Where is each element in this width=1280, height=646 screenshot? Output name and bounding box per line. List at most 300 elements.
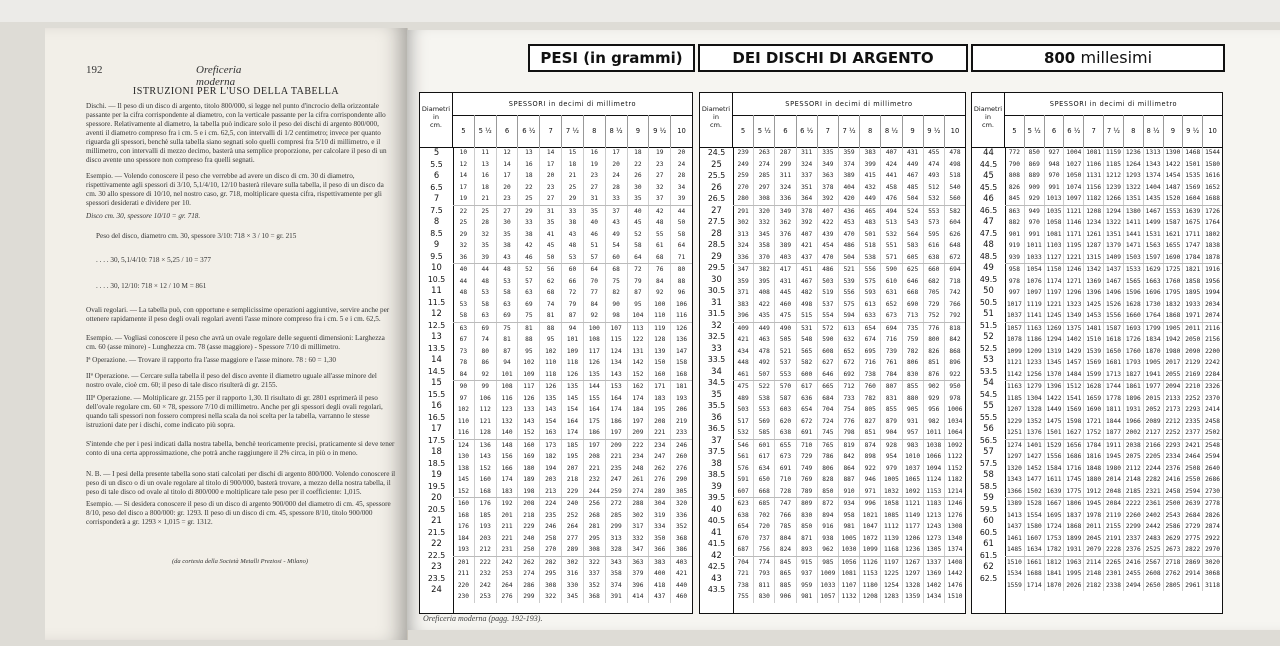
weight-cell: 2494 [1123, 580, 1143, 592]
weight-cell: 1744 [1103, 381, 1123, 393]
weight-cell: 1660 [1123, 310, 1143, 322]
weight-cell: 1034 [944, 416, 965, 428]
weight-cell: 58 [670, 229, 692, 241]
weight-cell: 876 [923, 369, 944, 381]
weight-cell: 64 [627, 252, 649, 264]
weight-cell: 959 [796, 580, 817, 592]
diameter-cell: 10.5 [427, 274, 446, 284]
weight-cell: 1185 [1006, 394, 1022, 402]
weight-cell: 445 [774, 287, 795, 299]
table-row [453, 346, 692, 358]
weight-cell: 718 [944, 276, 965, 288]
diameter-header-line: cm. [430, 121, 442, 129]
diameter-cell: 46.5 [979, 205, 998, 215]
table-row [453, 580, 692, 592]
weight-cell: 17 [496, 170, 518, 182]
weight-cell: 1534 [1006, 570, 1022, 577]
thickness-cell: 7 [1083, 115, 1103, 147]
weight-cell: 522 [753, 381, 774, 393]
diameter-cell: 27 [711, 204, 722, 215]
weight-cell: 2228 [1103, 544, 1123, 556]
table-row [1005, 393, 1222, 405]
weight-cell: 827 [859, 416, 880, 428]
weight-cell: 1933 [1182, 299, 1202, 311]
diameter-cell: 8.5 [430, 228, 443, 238]
weight-cell: 295 [583, 533, 605, 545]
weight-cell: 978 [1008, 277, 1020, 285]
weight-cell: 855 [902, 381, 923, 393]
diameter-cell: 50.5 [979, 297, 998, 307]
weight-cell: 1085 [880, 510, 901, 522]
weight-cell: 490 [774, 323, 795, 335]
diameter-cell: 26.5 [707, 194, 726, 203]
weight-cell: 1214 [944, 486, 965, 498]
thickness-cell: 7 ½ [561, 115, 583, 147]
paragraph-esempio-900: Esempio. — Si desidera conoscere il peso di un disco di argento 900/000 del diametro di cm. 45, spessore 8/10, peso del disco a 800/000: gr. 1293. Il peso di un disco di cm. 45, spessore 8/10, titolo 900/000 corrisponderà a gr. 1293 × 1,015 = gr. 1312. [86, 500, 391, 526]
weight-cell: 1607 [1024, 533, 1044, 545]
diameter-cell: 56 [983, 423, 994, 433]
weight-cell: 1197 [1044, 287, 1064, 299]
table-row [733, 334, 965, 346]
weight-cell: 587 [774, 393, 795, 405]
weight-cell: 359 [838, 147, 859, 159]
weight-cell: 1650 [1103, 346, 1123, 358]
table-row [1005, 299, 1222, 311]
weight-cell: 1246 [1063, 264, 1083, 276]
weight-cell: 1499 [1143, 217, 1163, 229]
table-header [700, 93, 965, 148]
weight-cell: 1345 [1044, 357, 1064, 369]
paragraph-esempio: Esempio. — Volendo conoscere il peso che verrebbe ad avere un disco di cm. 30 di diametro, rispettivamente agli spessori di 3/10, 5,1/4/10, 12/10 basterà rilevare sulla tabella, il peso di un disco da cm. 30 allo spessore di 10/10, nel nostro caso, gr. 718, moltiplicare questa cifra, rispettivamente per gli spessori desiderati e dividere per 10. [86, 172, 384, 207]
weight-cell: 186 [605, 416, 627, 428]
weight-cell: 2210 [1182, 381, 1202, 393]
weight-cell: 268 [583, 510, 605, 522]
weight-cell: 324 [737, 242, 749, 249]
weight-cell: 374 [605, 580, 627, 592]
weight-cell: 716 [859, 357, 880, 369]
weight-cell: 1246 [944, 498, 965, 510]
weight-cell: 174 [561, 427, 583, 439]
weight-cell: 493 [923, 170, 944, 182]
weight-cell: 311 [774, 170, 795, 182]
diameter-cell: 47.5 [979, 228, 998, 238]
weight-cell: 164 [605, 393, 627, 405]
calc-line-3: . . . . 30, 12/10: 718 × 12 / 10 M = 861 [96, 282, 207, 290]
table-row [453, 170, 692, 182]
title-pesi: PESI (in grammi) [528, 44, 695, 72]
weight-cell: 14 [539, 147, 561, 159]
table-panel-3 [971, 92, 1223, 614]
weight-cell: 613 [859, 299, 880, 311]
weight-cell: 1721 [1083, 416, 1103, 428]
weight-cell: 1287 [1083, 240, 1103, 252]
weight-cell: 169 [517, 451, 539, 463]
table-row [453, 229, 692, 241]
weight-cell: 131 [627, 346, 649, 358]
weight-cell: 449 [902, 159, 923, 171]
weight-cell: 1297 [902, 568, 923, 580]
weight-cell: 143 [539, 404, 561, 416]
weight-cell: 728 [774, 486, 795, 498]
weight-cell: 163 [539, 427, 561, 439]
weight-cell: 1880 [1083, 474, 1103, 486]
weight-cell: 982 [923, 416, 944, 428]
weight-cell: 101 [561, 334, 583, 346]
diameter-cell: 55.5 [979, 412, 998, 422]
weight-cell: 790 [1008, 160, 1020, 168]
weight-cell: 27 [496, 206, 518, 218]
weight-cell: 90 [605, 299, 627, 311]
weight-cell: 515 [796, 310, 817, 322]
weight-cell: 1656 [1063, 440, 1083, 452]
weight-cell: 42 [648, 206, 670, 218]
weight-cell: 489 [737, 394, 749, 402]
weight-cell: 1994 [1202, 287, 1222, 299]
weight-cell: 842 [838, 451, 859, 463]
weight-cell: 1725 [1163, 264, 1183, 276]
weight-cell: 851 [859, 427, 880, 439]
weight-cell: 453 [838, 217, 859, 229]
diameter-header-line: Diametri [421, 105, 451, 113]
diameter-cell: 31 [711, 296, 722, 307]
thickness-cell: 5 ½ [1024, 115, 1044, 147]
weight-cell: 35 [496, 229, 518, 241]
weight-cell: 60 [561, 264, 583, 276]
weight-cell: 1848 [1083, 463, 1103, 475]
thickness-cell: 9 [627, 115, 649, 147]
table-row [453, 240, 692, 252]
weight-cell: 1320 [1006, 464, 1022, 472]
diameter-cell: 5.5 [430, 159, 443, 169]
diameter-header-line: Diametri [701, 105, 731, 113]
weight-cell: 386 [670, 544, 692, 556]
weight-cell: 928 [880, 440, 901, 452]
weight-cell: 1844 [1103, 416, 1123, 428]
weight-cell: 116 [670, 310, 692, 322]
weight-cell: 234 [648, 440, 670, 452]
diameter-cell: 8 [433, 216, 440, 226]
weight-cell: 383 [648, 557, 670, 569]
weight-cell: 25 [474, 206, 496, 218]
weight-cell: 1634 [1024, 544, 1044, 556]
weight-cell: 1616 [1202, 170, 1222, 182]
diameter-cell: 14.5 [427, 366, 446, 376]
weight-cell: 1580 [1024, 521, 1044, 533]
weight-cell: 2242 [1202, 357, 1222, 369]
weight-cell: 1376 [1024, 427, 1044, 439]
weight-cell: 30 [496, 217, 518, 229]
weight-cell: 638 [923, 252, 944, 264]
paragraph-dischi: Dischi. — Il peso di un disco di argento, titolo 800/000, si legge nel punto d'incrocio della orizzontale passante per la cifra corrispondente al diametro, con la verticale passante per la cifra corrispondente allo spessore. Relativamente al diametro, la tabella può indicare solo il peso dei dischi di argento 800/000, aventi il diametro compreso fra i cm. 5 e i cm. 62,5, con intervalli di 1/2 centimetro; invece per quanto riguarda gli spessori, benchè sulla tabella siano segnati solo quelli compresi fra 5/10 di millimetro, e il millimetro, con intervalli di mezzo decimo, basterà una semplice proporzione, per calcolare il peso di un disco avente uno spessore non compreso fra quelli segnati. [86, 102, 387, 164]
weight-cell: 1273 [923, 533, 944, 545]
table-row [733, 287, 965, 299]
weight-cell: 270 [539, 544, 561, 556]
weight-cell: 184 [627, 404, 649, 416]
weight-cell: 2084 [1103, 498, 1123, 510]
weight-cell: 704 [737, 558, 749, 566]
weight-cell: 894 [817, 510, 838, 522]
weight-cell: 636 [796, 393, 817, 405]
weight-cell: 1283 [880, 591, 901, 603]
weight-cell: 901 [1008, 230, 1020, 238]
weight-cell: 102 [517, 357, 539, 369]
weight-cell: 1559 [1006, 581, 1022, 589]
table-row [733, 427, 965, 440]
weight-cell: 38 [517, 229, 539, 241]
weight-cell: 774 [753, 557, 774, 569]
weight-cell: 922 [859, 463, 880, 475]
weight-cell: 195 [648, 404, 670, 416]
weight-cell: 11 [474, 147, 496, 159]
weight-cell: 1531 [1143, 229, 1163, 241]
weight-cell: 25 [459, 219, 468, 226]
weight-cell: 1841 [1044, 568, 1064, 580]
weight-cell: 418 [648, 580, 670, 592]
table-row [453, 510, 692, 522]
diameter-column [700, 147, 734, 613]
weight-cell: 1563 [1143, 240, 1163, 252]
weight-cell: 1402 [1063, 334, 1083, 346]
weight-cell: 135 [583, 369, 605, 381]
weight-cell: 1185 [1103, 159, 1123, 171]
table-row [733, 252, 965, 265]
diameter-cell: 26 [711, 181, 722, 192]
weight-cell: 276 [496, 591, 518, 603]
weight-cell: 253 [496, 568, 518, 580]
weight-cell: 383 [859, 147, 880, 159]
weight-cell: 1764 [1202, 217, 1222, 229]
weight-cell: 153 [605, 381, 627, 393]
weight-cell: 517 [737, 417, 749, 425]
weight-cell: 95 [517, 346, 539, 358]
weight-cell: 1535 [1182, 170, 1202, 182]
weight-cell: 2421 [1182, 440, 1202, 452]
weight-cell: 1127 [1044, 252, 1064, 264]
weight-cell: 144 [583, 381, 605, 393]
weight-cell: 421 [796, 240, 817, 252]
weight-cell: 48 [648, 217, 670, 229]
weight-cell: 404 [838, 182, 859, 194]
weight-cell: 29 [517, 206, 539, 218]
weight-cell: 570 [774, 381, 795, 393]
weight-cell: 110 [457, 417, 469, 425]
weight-cell: 124 [605, 346, 627, 358]
weight-cell: 915 [796, 557, 817, 569]
weight-cell: 1896 [1123, 393, 1143, 405]
table-rows [453, 147, 692, 613]
weight-cell: 721 [737, 570, 749, 577]
weight-cell: 16 [583, 147, 605, 159]
table-row [733, 369, 965, 382]
weight-cell: 2148 [1083, 568, 1103, 580]
weight-cell: 1366 [1006, 487, 1022, 495]
weight-cell: 842 [944, 334, 965, 346]
weight-cell: 143 [474, 451, 496, 463]
weight-cell: 1971 [1182, 310, 1202, 322]
weight-cell: 1587 [1163, 217, 1183, 229]
table-row [453, 264, 692, 276]
weight-cell: 32 [459, 242, 468, 249]
weight-cell: 276 [670, 463, 692, 475]
diameter-cell: 58.5 [979, 481, 998, 491]
weight-cell: 110 [539, 357, 561, 369]
weight-cell: 617 [753, 451, 774, 463]
weight-cell: 109 [561, 346, 583, 358]
weight-cell: 242 [474, 580, 496, 592]
weight-cell: 2376 [1163, 463, 1183, 475]
weight-cell: 368 [583, 591, 605, 603]
weight-cell: 1533 [1123, 264, 1143, 276]
weight-cell: 467 [796, 276, 817, 288]
weight-cell: 88 [517, 334, 539, 346]
table-row [1005, 287, 1222, 299]
weight-cell: 117 [517, 381, 539, 393]
weight-cell: 27 [648, 170, 670, 182]
weight-cell: 94 [561, 323, 583, 335]
diameter-cell: 39.5 [707, 493, 726, 502]
weight-cell: 84 [459, 370, 468, 378]
weight-cell: 420 [838, 193, 859, 205]
weight-cell: 476 [880, 193, 901, 205]
weight-cell: 1628 [1083, 381, 1103, 393]
weight-cell: 957 [902, 427, 923, 439]
weight-cell: 1030 [838, 544, 859, 556]
weight-cell: 1816 [1083, 451, 1103, 463]
table-body [420, 147, 692, 613]
weight-cell: 2402 [1143, 510, 1163, 522]
table-row [733, 404, 965, 416]
weight-cell: 18 [561, 159, 583, 171]
weight-cell: 71 [670, 252, 692, 264]
weight-cell: 789 [796, 486, 817, 498]
weight-cell: 82 [605, 287, 627, 299]
table-row [1005, 147, 1222, 159]
diameter-cell: 32 [711, 319, 722, 330]
weight-cell: 1468 [1182, 147, 1202, 159]
weight-cell: 1337 [923, 557, 944, 569]
weight-cell: 1153 [923, 486, 944, 498]
weight-cell: 826 [923, 346, 944, 358]
weight-cell: 134 [605, 357, 627, 369]
weight-cell: 449 [859, 193, 880, 205]
weight-cell: 88 [539, 323, 561, 335]
weight-cell: 828 [817, 474, 838, 486]
weight-cell: 44 [459, 277, 468, 285]
weight-cell: 95 [539, 334, 561, 346]
weight-cell: 29 [459, 230, 468, 238]
weight-cell: 337 [796, 170, 817, 182]
weight-cell: 229 [517, 521, 539, 533]
weight-cell: 128 [648, 334, 670, 346]
weight-cell: 53 [561, 252, 583, 264]
weight-cell: 2034 [1202, 299, 1222, 311]
weight-cell: 673 [880, 310, 901, 322]
weight-cell: 1449 [1044, 404, 1064, 416]
thickness-cell: 10 [944, 115, 965, 147]
paragraph-approssimazione: S'intende che per i pesi indicati dalla nostra tabella, benchè teoricamente precisi, praticamente si deve tener conto di una certa approssimazione, che potrà anche raggiungere il 2% circa, in più o in meno. [86, 440, 395, 457]
table-row [453, 440, 692, 452]
weight-cell: 259 [737, 172, 749, 179]
weight-cell: 739 [880, 346, 901, 358]
weight-cell: 116 [496, 393, 518, 405]
table-row [1005, 334, 1222, 346]
weight-cell: 2730 [1202, 486, 1222, 498]
running-title: Oreficeria moderna [196, 64, 242, 88]
weight-cell: 347 [627, 544, 649, 556]
weight-cell: 1502 [1024, 486, 1044, 498]
weight-cell: 1799 [1143, 323, 1163, 335]
diameter-column [972, 147, 1006, 613]
weight-cell: 28 [474, 217, 496, 229]
weight-cell: 1812 [1044, 557, 1064, 569]
weight-cell: 1802 [1202, 229, 1222, 241]
weight-cell: 863 [1008, 207, 1020, 215]
weight-cell: 264 [496, 580, 518, 592]
weight-cell: 48 [474, 276, 496, 288]
weight-cell: 46 [517, 252, 539, 264]
weight-cell: 118 [539, 369, 561, 381]
weight-cell: 1512 [1063, 381, 1083, 393]
diameter-cell: 37 [711, 434, 722, 445]
weight-cell: 665 [817, 381, 838, 393]
weight-cell: 1037 [902, 463, 923, 475]
diameter-cell: 20 [431, 492, 442, 502]
weight-cell: 53 [459, 300, 468, 308]
weight-cell: 76 [648, 264, 670, 276]
weight-cell: 330 [561, 580, 583, 592]
weight-cell: 1554 [1024, 510, 1044, 522]
weight-cell: 192 [496, 498, 518, 510]
weight-cell: 1004 [1063, 147, 1083, 159]
weight-cell: 1271 [1063, 276, 1083, 288]
weight-cell: 392 [796, 217, 817, 229]
weight-cell: 2299 [1123, 521, 1143, 533]
weight-cell: 668 [902, 287, 923, 299]
diameter-header-line: in [985, 113, 991, 121]
weight-cell: 1905 [1163, 323, 1183, 335]
weight-cell: 1778 [1103, 393, 1123, 405]
weight-cell: 94 [496, 357, 518, 369]
weight-cell: 919 [1008, 242, 1020, 249]
weight-cell: 2826 [1202, 510, 1222, 522]
weight-cell: 1404 [1143, 182, 1163, 194]
table-row [733, 147, 965, 159]
weight-cell: 193 [457, 546, 469, 553]
weight-cell: 288 [627, 498, 649, 510]
weight-cell: 485 [902, 182, 923, 194]
weight-cell: 276 [648, 474, 670, 486]
weight-cell: 880 [902, 393, 923, 405]
weight-cell: 274 [627, 486, 649, 498]
weight-cell: 958 [1008, 266, 1020, 273]
weight-cell: 1297 [1006, 453, 1022, 460]
weight-cell: 138 [457, 464, 469, 472]
table-row [733, 393, 965, 405]
weight-cell: 532 [737, 429, 749, 436]
weight-cell: 421 [670, 568, 692, 580]
weight-cell: 633 [859, 310, 880, 322]
weight-cell: 486 [817, 264, 838, 276]
weight-cell: 996 [859, 498, 880, 510]
table-row [453, 206, 692, 218]
weight-cell: 63 [517, 287, 539, 299]
weight-cell: 193 [474, 521, 496, 533]
weight-cell: 343 [605, 557, 627, 569]
diameter-cell: 12.5 [427, 320, 446, 330]
weight-cell: 78 [459, 359, 468, 366]
weight-cell: 262 [648, 463, 670, 475]
weight-cell: 66 [561, 276, 583, 288]
